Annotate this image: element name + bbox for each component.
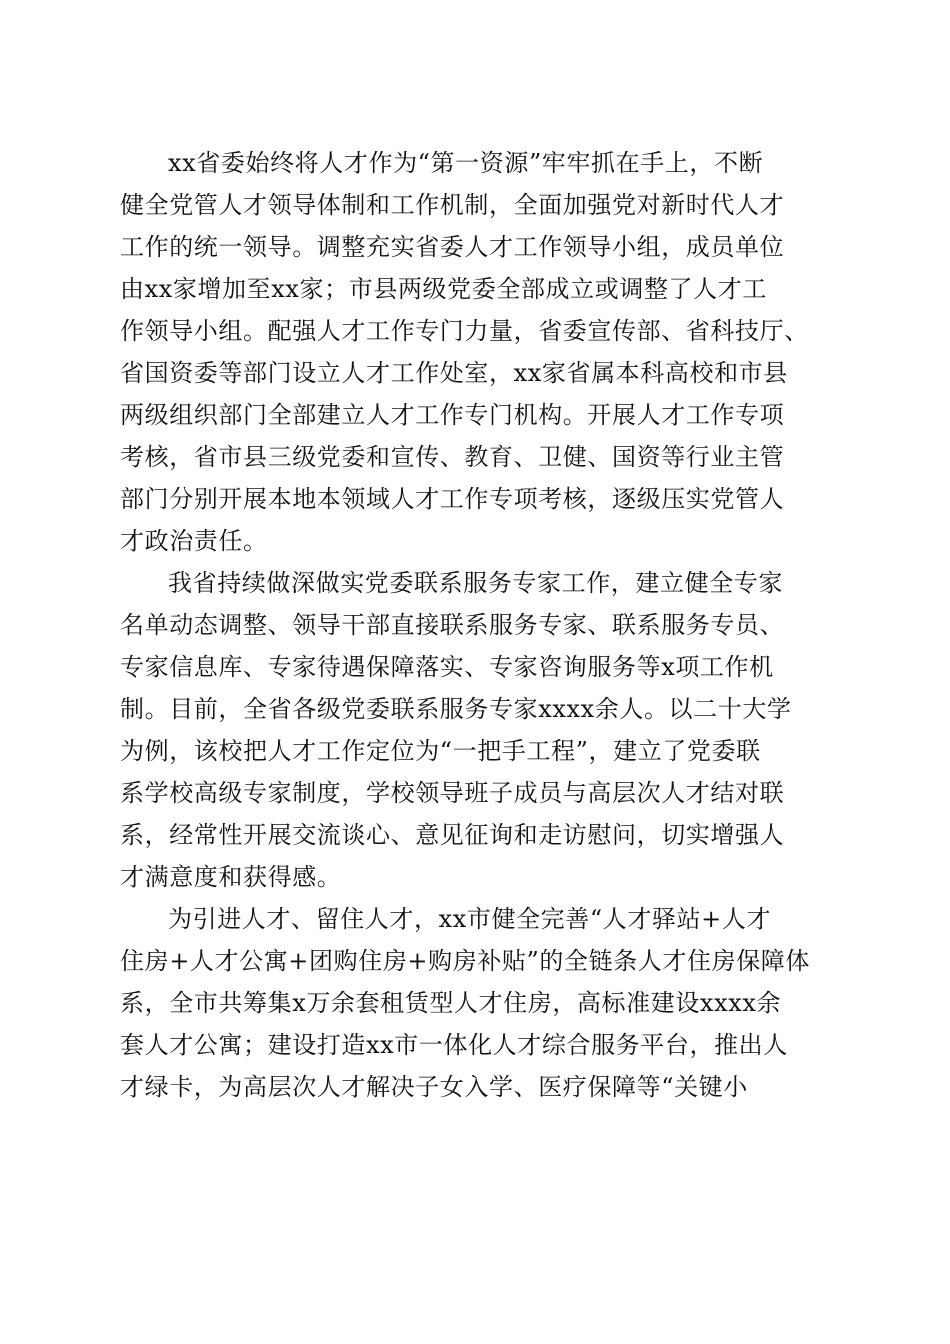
text-line: 工作的统一领导。调整充实省委人才工作领导小组，成员单位 xyxy=(120,233,785,261)
text-line: 部门分别开展本地本领域人才工作专项考核，逐级压实党管人 xyxy=(120,485,785,513)
text-line: 为例，该校把人才工作定位为“一把手工程”，建立了党委联 xyxy=(120,737,761,765)
text-line: 省国资委等部门设立人才工作处室，xx家省属本科高校和市县 xyxy=(120,359,788,387)
text-line: 健全党管人才领导体制和工作机制，全面加强党对新时代人才 xyxy=(120,191,785,219)
text-line: 两级组织部门全部建立人才工作专门机构。开展人才工作专项 xyxy=(120,401,785,429)
paragraph-3 xyxy=(120,898,840,1108)
text-line: 作领导小组。配强人才工作专门力量，省委宣传部、省科技厅、 xyxy=(120,317,809,345)
text-line: xx省委始终将人才作为“第一资源”牢牢抓在手上，不断 xyxy=(168,149,764,177)
text-line: 才绿卡，为高层次人才解决子女入学、医疗保障等“关键小 xyxy=(120,1073,748,1101)
text-line: 才政治责任。 xyxy=(120,527,268,555)
text-line: 为引进人才、留住人才，xx市健全完善“人才驿站+人才 xyxy=(168,905,772,933)
text-line: 才满意度和获得感。 xyxy=(120,863,342,891)
paragraph-2 xyxy=(120,562,840,898)
text-line: 系，全市共筹集x万余套租赁型人才住房，高标准建设xxxx余 xyxy=(120,989,782,1017)
text-line: 套人才公寓；建设打造xx市一体化人才综合服务平台，推出人 xyxy=(120,1031,788,1059)
text-line: 系，经常性开展交流谈心、意见征询和走访慰问，切实增强人 xyxy=(120,821,785,849)
paragraph-1 xyxy=(120,142,840,562)
text-line: 制。目前，全省各级党委联系服务专家xxxx余人。以二十大学 xyxy=(120,695,792,723)
text-line: 名单动态调整、领导干部直接联系服务专家、联系服务专员、 xyxy=(120,611,785,639)
text-line: 考核，省市县三级党委和宣传、教育、卫健、国资等行业主管 xyxy=(120,443,785,471)
text-line: 系学校高级专家制度，学校领导班子成员与高层次人才结对联 xyxy=(120,779,785,807)
document-body xyxy=(120,142,840,1108)
text-line: 专家信息库、专家待遇保障落实、专家咨询服务等x项工作机 xyxy=(120,653,774,681)
text-line: 住房+人才公寓+团购住房+购房补贴”的全链条人才住房保障体 xyxy=(120,947,810,975)
text-line: 我省持续做深做实党委联系服务专家工作，建立健全专家 xyxy=(168,569,783,597)
text-line: 由xx家增加至xx家；市县两级党委全部成立或调整了人才工 xyxy=(120,275,767,303)
